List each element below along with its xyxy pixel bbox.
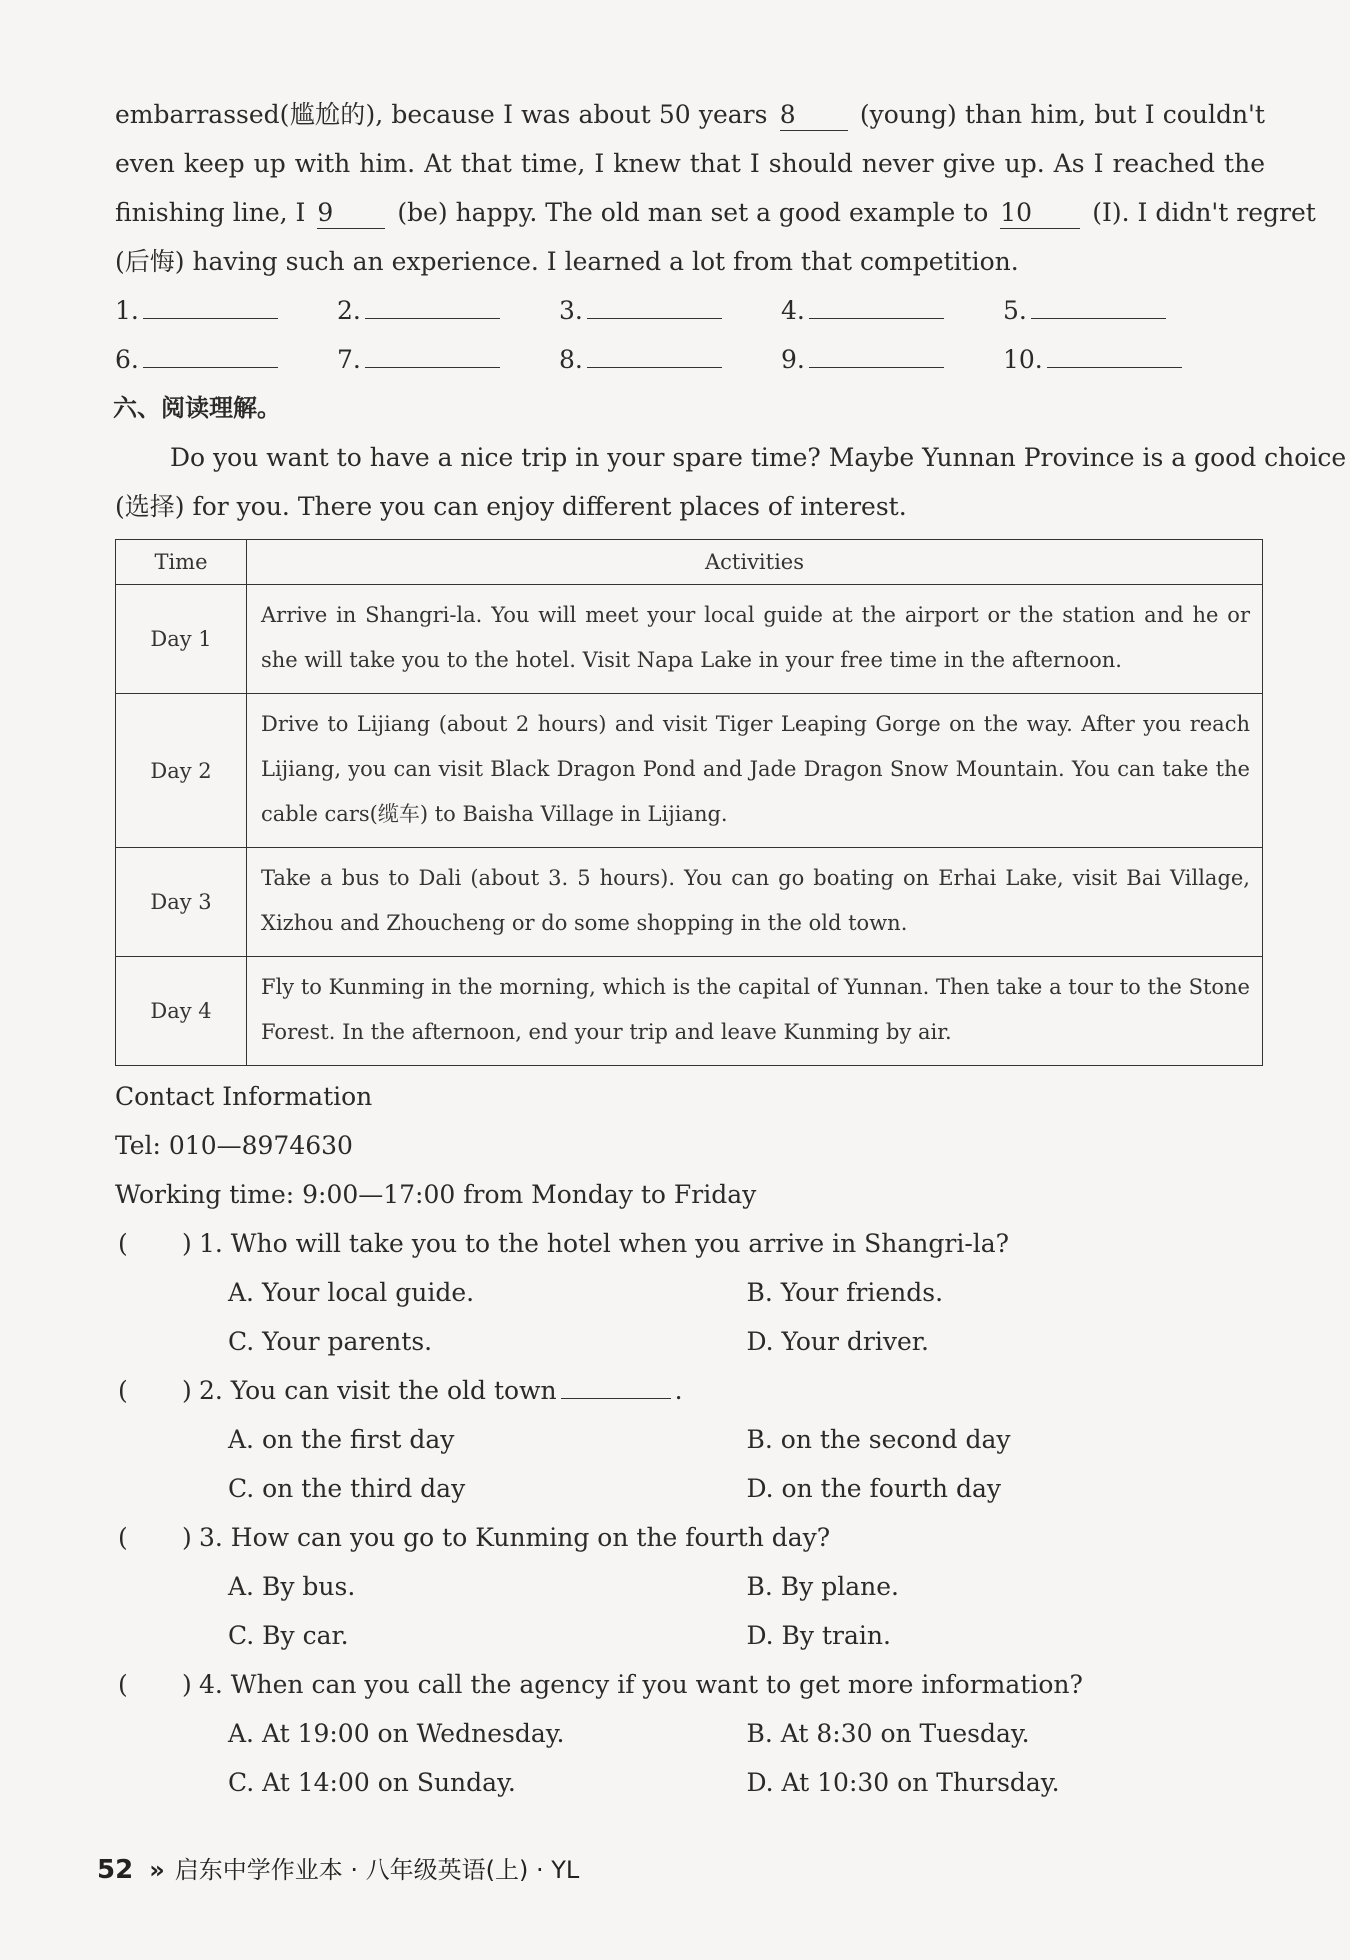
table-cell-activity: Drive to Lijiang (about 2 hours) and visit Tiger Leaping Gorge on the way. After you reach Lijiang, you can visit Black Dragon Pond and Jade Dragon Snow Mountain. You can take the cable cars(缆车) to Baisha Village in Lijiang.	[247, 694, 1263, 848]
table-row	[116, 694, 1263, 848]
book-title: 启东中学作业本 · 八年级英语(上) · YL	[174, 1856, 580, 1884]
passage-text: embarrassed(尴尬的), because I was about 50 years	[115, 100, 768, 129]
options-row	[115, 1709, 1265, 1758]
option[interactable]: B. By plane.	[746, 1572, 899, 1601]
option[interactable]: C. At 14:00 on Sunday.	[228, 1768, 516, 1797]
filled-blank-8: 8	[780, 100, 848, 131]
table-cell-time: Day 4	[116, 957, 247, 1066]
passage-text: (be) happy. The old man set a good example to	[397, 198, 989, 227]
answer-blank[interactable]: 9.	[781, 335, 1003, 384]
answer-bracket[interactable]: ( )	[118, 1523, 192, 1552]
contact-title: Contact Information	[115, 1082, 373, 1111]
table-row	[116, 848, 1263, 957]
answer-blank[interactable]: 2.	[337, 286, 559, 335]
table-header-row	[116, 540, 1263, 585]
answer-blank[interactable]: 7.	[337, 335, 559, 384]
option[interactable]: B. Your friends.	[746, 1278, 944, 1307]
table-cell-activity: Arrive in Shangri-la. You will meet your local guide at the airport or the station and he or she will take you to the hotel. Visit Napa Lake in your free time in the afternoon.	[247, 585, 1263, 694]
table-row	[116, 585, 1263, 694]
question	[115, 1660, 1265, 1709]
option[interactable]: A. Your local guide.	[228, 1278, 475, 1307]
options-row	[115, 1611, 1265, 1660]
passage-text: (young) than him, but I couldn't	[859, 100, 1265, 129]
page-footer	[97, 1850, 579, 1885]
contact-tel: Tel: 010—8974630	[115, 1131, 353, 1160]
option[interactable]: D. on the fourth day	[746, 1474, 1002, 1503]
options-row	[115, 1562, 1265, 1611]
double-chevron-icon: »	[149, 1856, 161, 1884]
option[interactable]: D. At 10:30 on Thursday.	[746, 1768, 1060, 1797]
table-cell-time: Day 1	[116, 585, 247, 694]
option[interactable]: A. on the first day	[228, 1425, 455, 1454]
answer-blank[interactable]: 1.	[115, 286, 337, 335]
answer-bracket[interactable]: ( )	[118, 1376, 192, 1405]
question	[115, 1513, 1265, 1562]
contact-hours: Working time: 9:00—17:00 from Monday to Friday	[115, 1180, 757, 1209]
options-row	[115, 1415, 1265, 1464]
passage-text: (I). I didn't regret	[1092, 198, 1316, 227]
option[interactable]: B. on the second day	[746, 1425, 1011, 1454]
passage-line-2: even keep up with him. At that time, I knew that I should never give up. As I reached the	[115, 149, 1265, 178]
question-text: 3. How can you go to Kunming on the fourth day?	[199, 1523, 831, 1552]
table-cell-activity: Take a bus to Dali (about 3. 5 hours). You can go boating on Erhai Lake, visit Bai Village, Xizhou and Zhoucheng or do some shopping in the old town.	[247, 848, 1263, 957]
table-header-activities: Activities	[247, 540, 1263, 585]
section-intro-2: (选择) for you. There you can enjoy different places of interest.	[115, 492, 907, 521]
section-intro-1: Do you want to have a nice trip in your spare time? Maybe Yunnan Province is a good choice	[170, 443, 1347, 472]
filled-blank-9: 9	[317, 198, 385, 229]
filled-blank-10: 10	[1000, 198, 1080, 229]
answer-blank[interactable]: 3.	[559, 286, 781, 335]
option[interactable]: A. By bus.	[228, 1572, 356, 1601]
options-row	[115, 1317, 1265, 1366]
passage-line-4: (后悔) having such an experience. I learned a lot from that competition.	[115, 247, 1019, 276]
table-cell-time: Day 3	[116, 848, 247, 957]
options-row	[115, 1268, 1265, 1317]
option[interactable]: C. By car.	[228, 1621, 349, 1650]
answer-blanks-row-2	[115, 335, 1265, 384]
page-number: 52	[97, 1855, 134, 1885]
table-header-time: Time	[116, 540, 247, 585]
option[interactable]: A. At 19:00 on Wednesday.	[228, 1719, 565, 1748]
answer-blank[interactable]: 5.	[1003, 286, 1225, 335]
passage-text: finishing line, I	[115, 198, 306, 227]
answer-bracket[interactable]: ( )	[118, 1670, 192, 1699]
option[interactable]: C. Your parents.	[228, 1327, 433, 1356]
question-text: 4. When can you call the agency if you want to get more information?	[199, 1670, 1083, 1699]
table-row	[116, 957, 1263, 1066]
question	[115, 1366, 1265, 1415]
question-text: 1. Who will take you to the hotel when you arrive in Shangri-la?	[199, 1229, 1010, 1258]
options-row	[115, 1464, 1265, 1513]
question-text: 2. You can visit the old town .	[199, 1376, 683, 1405]
options-row	[115, 1758, 1265, 1807]
worksheet-page	[113, 90, 1347, 1807]
section-title: 六、阅读理解。	[113, 394, 281, 422]
question	[115, 1219, 1265, 1268]
option[interactable]: D. By train.	[746, 1621, 891, 1650]
answer-bracket[interactable]: ( )	[118, 1229, 192, 1258]
option[interactable]: C. on the third day	[228, 1474, 466, 1503]
answer-blank[interactable]: 4.	[781, 286, 1003, 335]
answer-blank[interactable]: 8.	[559, 335, 781, 384]
itinerary-table	[115, 539, 1263, 1066]
answer-blanks-row-1	[115, 286, 1265, 335]
answer-blank[interactable]: 6.	[115, 335, 337, 384]
answer-blank[interactable]: 10.	[1003, 335, 1225, 384]
passage-line-1	[115, 90, 1265, 139]
table-cell-activity: Fly to Kunming in the morning, which is the capital of Yunnan. Then take a tour to the Stone Forest. In the afternoon, end your trip and leave Kunming by air.	[247, 957, 1263, 1066]
passage-line-3	[115, 188, 1316, 237]
option[interactable]: B. At 8:30 on Tuesday.	[746, 1719, 1030, 1748]
question-blank	[561, 1374, 671, 1399]
option[interactable]: D. Your driver.	[746, 1327, 929, 1356]
table-cell-time: Day 2	[116, 694, 247, 848]
